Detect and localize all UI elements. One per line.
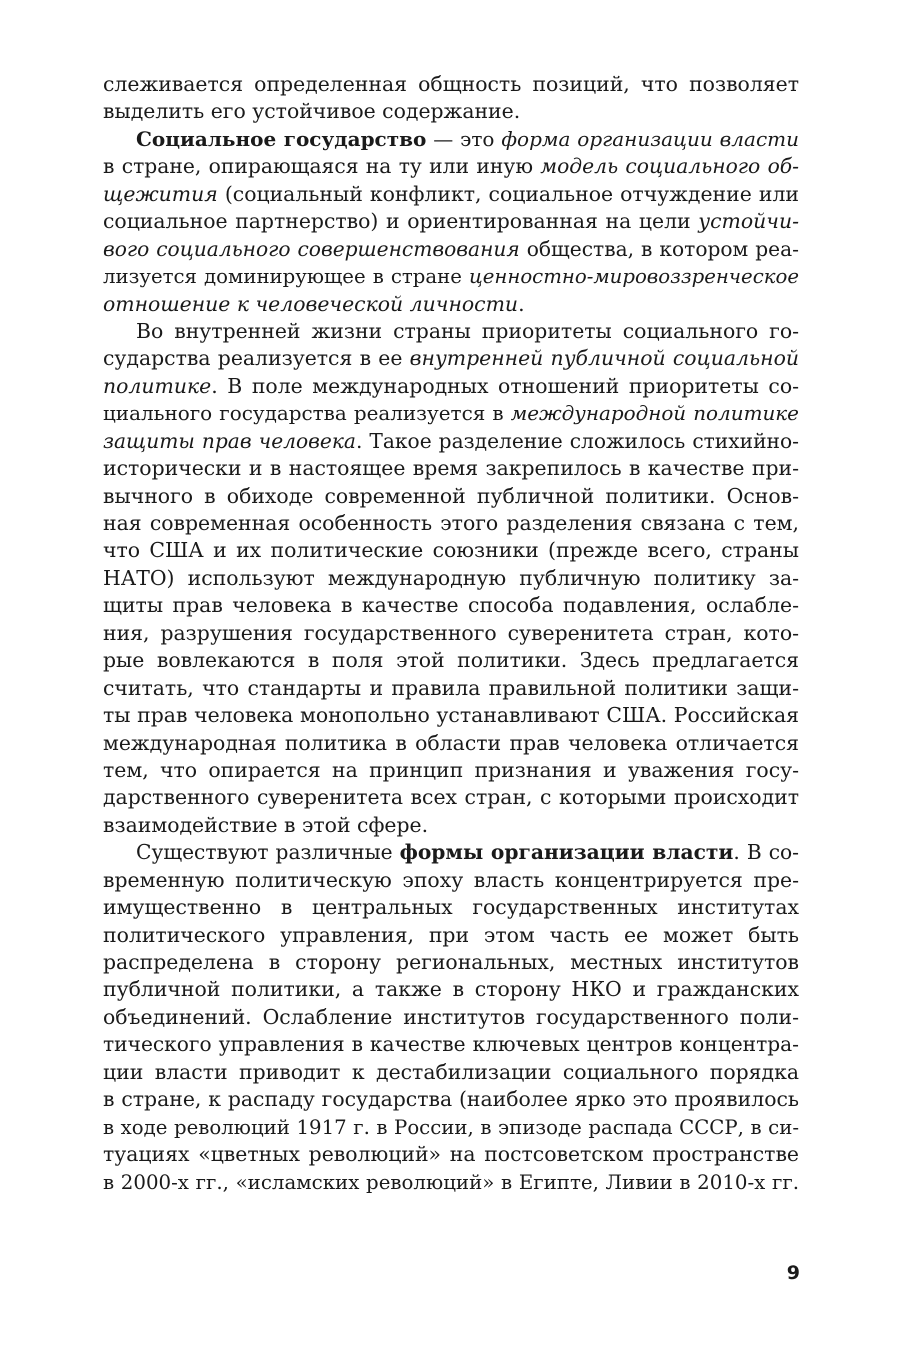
text-line	[103, 894, 799, 921]
text-line	[103, 208, 799, 235]
text-line	[103, 263, 799, 290]
text-line	[103, 620, 799, 647]
text-run: Существуют различные	[136, 840, 400, 865]
bold-term: Социальное государство	[136, 126, 427, 151]
italic-phrase: политике	[103, 373, 212, 398]
text-line	[103, 510, 799, 537]
text-run: политического управления, при этом часть ее может быть	[103, 922, 799, 947]
text-line	[103, 1004, 799, 1031]
italic-phrase: защиты прав человека	[103, 428, 356, 453]
text-run: . В со-	[733, 840, 799, 865]
text-line	[103, 1114, 799, 1141]
text-line	[103, 565, 799, 592]
text-line	[103, 784, 799, 811]
text-line	[103, 922, 799, 949]
text-run: тического управления в качестве ключевых центров концентра-	[103, 1032, 799, 1057]
text-line	[103, 812, 799, 839]
text-run: . Такое разделение сложилось стихийно-	[355, 428, 799, 453]
text-run: сударства реализуется в ее	[103, 346, 410, 371]
text-line	[103, 757, 799, 784]
text-run: ции власти приводит к дестабилизации социального порядка	[103, 1059, 799, 1084]
text-run: общества, в котором реа-	[519, 236, 799, 261]
text-line	[103, 345, 799, 372]
italic-phrase: отношение к человеческой личности	[103, 291, 519, 316]
text-line	[103, 976, 799, 1003]
text-run: исторически и в настоящее время закрепилось в качестве при-	[103, 456, 799, 481]
text-run: циального государства реализуется в	[103, 402, 511, 426]
text-line	[103, 647, 799, 674]
text-run: Во внутренней жизни страны приоритеты социального го-	[136, 318, 799, 343]
italic-phrase: ценностно-мировоззренческое	[469, 265, 799, 289]
text-run: имущественно в центральных государственных институтах	[103, 895, 799, 920]
text-run: ная современная особенность этого разделения связана с тем,	[103, 511, 799, 535]
text-run: ния, разрушения государственного суверенитета стран, кото-	[103, 620, 799, 645]
text-line	[103, 71, 799, 98]
text-run: ты прав человека монопольно устанавливают США. Российская	[103, 703, 799, 728]
italic-phrase: форма организации власти	[501, 126, 799, 151]
text-run: в 2000-х гг., «исламских революций» в Египте, Ливии в 2010-х гг.	[103, 1170, 799, 1194]
text-run: международная политика в области прав человека отличается	[103, 730, 799, 755]
text-line	[103, 181, 799, 208]
text-run: в стране, опирающаяся на ту или иную	[103, 154, 541, 179]
text-run: считать, что стандарты и правила правильной политики защи-	[103, 675, 799, 700]
text-run: НАТО) используют международную публичную политику за-	[103, 565, 799, 590]
page-number: 9	[786, 1262, 800, 1284]
text-run: публичной политики, а также в сторону НКО и гражданских	[103, 977, 799, 1002]
text-run: туациях «цветных революций» на постсоветском пространстве	[103, 1142, 799, 1167]
text-run: объединений. Ослабление институтов государственного поли-	[103, 1004, 799, 1029]
italic-phrase: внутренней публичной социальной	[409, 346, 799, 371]
text-run: слеживается определенная общность позиций, что позволяет	[103, 72, 799, 96]
text-run: вычного в обиходе современной публичной политики. Основ-	[103, 483, 799, 508]
text-line	[103, 318, 799, 345]
text-line	[103, 867, 799, 894]
body-text	[103, 71, 799, 1196]
text-run: в стране, к распаду государства (наиболее ярко это проявилось	[103, 1087, 799, 1112]
bold-term: формы организации власти	[399, 840, 734, 865]
text-run: выделить его устойчивое содержание.	[103, 99, 521, 124]
italic-phrase: вого социального совершенствования	[103, 236, 520, 261]
text-run: в ходе революций 1917 г. в России, в эпизоде распада СССР, в си-	[103, 1115, 799, 1139]
text-line	[103, 592, 799, 619]
text-line	[103, 373, 799, 400]
text-run: дарственного суверенитета всех стран, с которыми происходит	[103, 785, 799, 810]
text-run: — это	[426, 126, 502, 151]
text-run: .	[518, 291, 525, 316]
text-run: щиты прав человека в качестве способа подавления, ослабле-	[103, 593, 799, 618]
text-line	[103, 839, 799, 866]
text-line	[103, 236, 799, 263]
italic-phrase: устойчи-	[698, 209, 799, 234]
text-line	[103, 400, 799, 427]
text-line	[103, 153, 799, 180]
text-run: взаимодействие в этой сфере.	[103, 812, 429, 837]
text-line	[103, 537, 799, 564]
text-line	[103, 98, 799, 125]
text-line	[103, 730, 799, 757]
text-run: социальное партнерство) и ориентированная на цели	[103, 209, 699, 234]
text-line	[103, 1031, 799, 1058]
italic-phrase: модель социального об-	[540, 154, 800, 179]
text-run: (социальный конфликт, социальное отчуждение или	[217, 181, 799, 206]
italic-phrase: международной политике	[510, 402, 799, 426]
text-line	[103, 483, 799, 510]
text-run: лизуется доминирующее в стране	[103, 265, 469, 289]
text-run: . В поле международных отношений приоритеты со-	[211, 373, 799, 398]
text-line	[103, 1169, 799, 1196]
text-line	[103, 675, 799, 702]
text-line	[103, 291, 799, 318]
text-line	[103, 428, 799, 455]
text-run: что США и их политические союзники (прежде всего, страны	[103, 538, 799, 563]
text-run: тем, что опирается на принцип признания и уважения госу-	[103, 757, 799, 782]
text-run: временную политическую эпоху власть концентрируется пре-	[103, 867, 799, 892]
text-line	[103, 949, 799, 976]
text-line	[103, 126, 799, 153]
text-line	[103, 702, 799, 729]
text-run: распределена в сторону региональных, местных институтов	[103, 950, 799, 974]
text-line	[103, 1086, 799, 1113]
italic-phrase: щежития	[103, 181, 218, 206]
text-line	[103, 455, 799, 482]
text-run: рые вовлекаются в поля этой политики. Здесь предлагается	[103, 648, 799, 673]
text-line	[103, 1059, 799, 1086]
text-line	[103, 1141, 799, 1168]
